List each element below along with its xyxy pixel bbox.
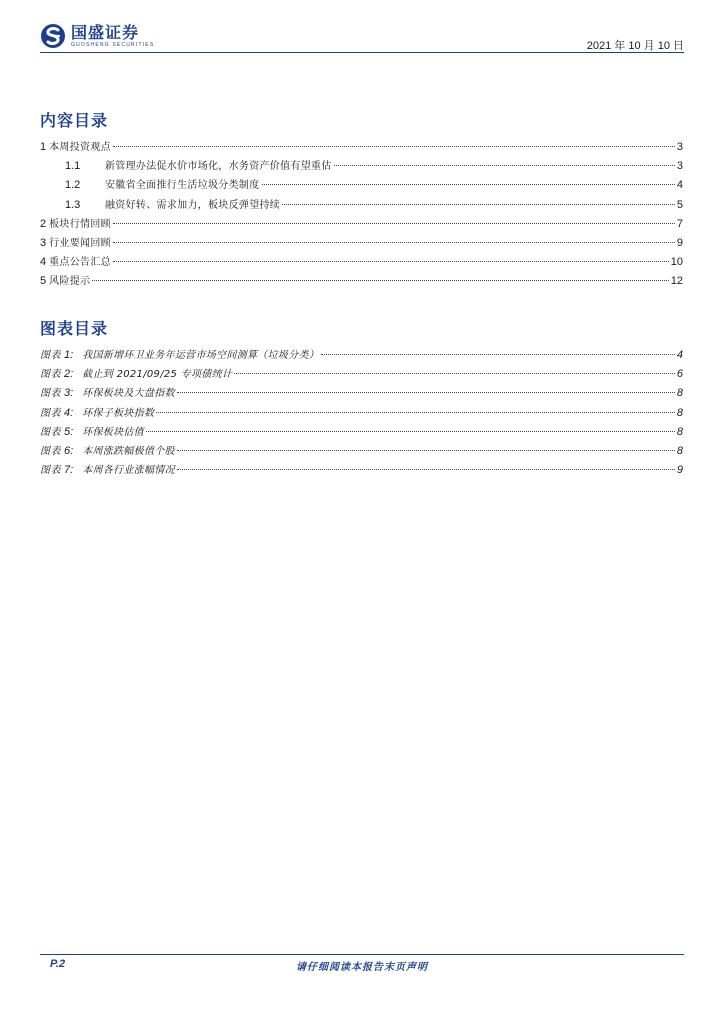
- toc-entry[interactable]: [40, 253, 683, 272]
- figure-entry-prefix: 图表: [40, 350, 61, 361]
- figure-entry-title: 本周涨跌幅极值个股: [82, 445, 175, 457]
- toc-leader-dots: [92, 280, 668, 281]
- toc-entry[interactable]: [40, 215, 683, 234]
- toc-entry[interactable]: [40, 157, 683, 176]
- figure-entry-page: 4: [676, 349, 683, 361]
- toc-entry[interactable]: [40, 196, 683, 215]
- figure-entry-number: 4:: [64, 406, 74, 419]
- toc-entry-title: 风险提示: [49, 276, 91, 288]
- toc-entry-number: 4: [40, 256, 47, 269]
- toc-title: 内容目录: [40, 111, 109, 130]
- figure-entry-page: 8: [676, 406, 683, 419]
- toc-entry-title: 融资好转、需求加力，板块反弹望持续: [105, 199, 281, 211]
- table-of-contents: [40, 138, 683, 292]
- toc-entry-number: 3: [40, 236, 47, 249]
- figure-entry-page: 8: [676, 387, 683, 400]
- figure-entry-title: 环保板块估值: [82, 426, 144, 438]
- figure-entry[interactable]: [40, 404, 683, 423]
- toc-leader-dots: [113, 261, 669, 262]
- figure-leader-dots: [177, 469, 675, 470]
- figure-leader-dots: [177, 450, 675, 451]
- toc-entry-page: 12: [670, 275, 683, 288]
- figure-entry-number: 7:: [64, 464, 74, 477]
- figure-entry-number: 3:: [64, 387, 74, 400]
- toc-entry-page: 4: [676, 179, 683, 192]
- figure-entry-prefix: 图表: [40, 388, 61, 400]
- toc-entry-number: 5: [40, 275, 47, 288]
- figure-entry[interactable]: [40, 384, 683, 403]
- figure-entry[interactable]: [40, 461, 683, 480]
- figure-entry-prefix: 图表: [40, 445, 61, 457]
- figure-entry-prefix: 图表: [40, 407, 61, 419]
- figure-leader-dots: [177, 392, 675, 393]
- figure-entry[interactable]: [40, 423, 683, 442]
- figure-entry-title: 截止到 2021/09/25 专项债统计: [82, 369, 233, 381]
- toc-entry-number: 1.2: [65, 179, 81, 192]
- toc-entry-title: 本周投资观点: [49, 142, 111, 153]
- report-date: 2021 年 10 月 10 日: [586, 40, 684, 52]
- figure-entry-title: 我国新增环卫业务年运营市场空间测算（垃圾分类）: [82, 350, 320, 361]
- toc-entry-number: 1: [40, 141, 47, 153]
- figure-entry-title: 环保板块及大盘指数: [82, 388, 175, 400]
- figure-entry-number: 2:: [64, 368, 74, 381]
- figures-toc-title: 图表目录: [40, 319, 109, 338]
- toc-leader-dots: [262, 184, 675, 185]
- toc-leader-dots: [113, 242, 675, 243]
- figure-entry-page: 8: [676, 444, 683, 457]
- toc-entry[interactable]: [40, 272, 683, 291]
- toc-entry-title: 重点公告汇总: [49, 257, 111, 269]
- toc-entry-page: 7: [676, 217, 683, 230]
- footer-divider: [40, 954, 684, 955]
- toc-leader-dots: [334, 165, 675, 166]
- toc-entry-page: 10: [670, 256, 683, 269]
- disclaimer-note: 请仔细阅读本报告末页声明: [296, 962, 428, 973]
- figure-leader-dots: [156, 412, 675, 413]
- figures-list: [40, 346, 683, 480]
- figure-entry-title: 本周各行业涨幅情况: [82, 465, 175, 477]
- toc-entry[interactable]: [40, 138, 683, 157]
- figure-entry[interactable]: [40, 346, 683, 365]
- figure-entry-number: 5:: [64, 425, 74, 438]
- figure-leader-dots: [234, 373, 675, 374]
- toc-entry-title: 板块行情回顾: [49, 218, 111, 230]
- figure-entry-page: 9: [676, 464, 683, 477]
- toc-entry-page: 9: [676, 236, 683, 249]
- figure-entry-prefix: 图表: [40, 465, 61, 477]
- figure-entry[interactable]: [40, 442, 683, 461]
- toc-entry-title: 安徽省全面推行生活垃圾分类制度: [105, 180, 260, 192]
- toc-entry-page: 5: [676, 198, 683, 211]
- figure-entry-prefix: 图表: [40, 369, 61, 381]
- brand-name-en: GUOSHENG SECURITIES: [71, 42, 155, 48]
- page-number: P.2: [50, 958, 66, 970]
- figure-entry-page: 8: [676, 425, 683, 438]
- toc-entry-page: 3: [676, 160, 683, 173]
- toc-leader-dots: [113, 146, 675, 147]
- figure-entry-page: 6: [676, 368, 683, 381]
- toc-entry-number: 2: [40, 217, 47, 230]
- toc-leader-dots: [282, 204, 675, 205]
- brand-name-cn: 国盛证券: [71, 23, 140, 42]
- toc-entry-title: 行业要闻回顾: [49, 237, 111, 249]
- guosheng-logo-icon: [40, 23, 66, 49]
- toc-leader-dots: [113, 223, 675, 224]
- figure-entry-number: 6:: [64, 444, 74, 457]
- toc-entry[interactable]: [40, 234, 683, 253]
- toc-entry-number: 1.3: [65, 198, 81, 211]
- toc-entry-page: 3: [676, 141, 683, 153]
- figure-entry-title: 环保子板块指数: [82, 407, 155, 419]
- brand-logo: [40, 20, 154, 52]
- toc-entry-number: 1.1: [65, 160, 81, 173]
- header-divider: [40, 52, 684, 53]
- toc-entry-title: 新管理办法促水价市场化，水务资产价值有望重估: [105, 161, 332, 173]
- figure-entry-prefix: 图表: [40, 426, 61, 438]
- figure-entry[interactable]: [40, 365, 683, 384]
- figure-leader-dots: [146, 431, 675, 432]
- page-header: [40, 20, 684, 56]
- toc-entry[interactable]: [40, 176, 683, 195]
- figure-entry-number: 1:: [64, 349, 74, 361]
- figure-leader-dots: [321, 354, 675, 355]
